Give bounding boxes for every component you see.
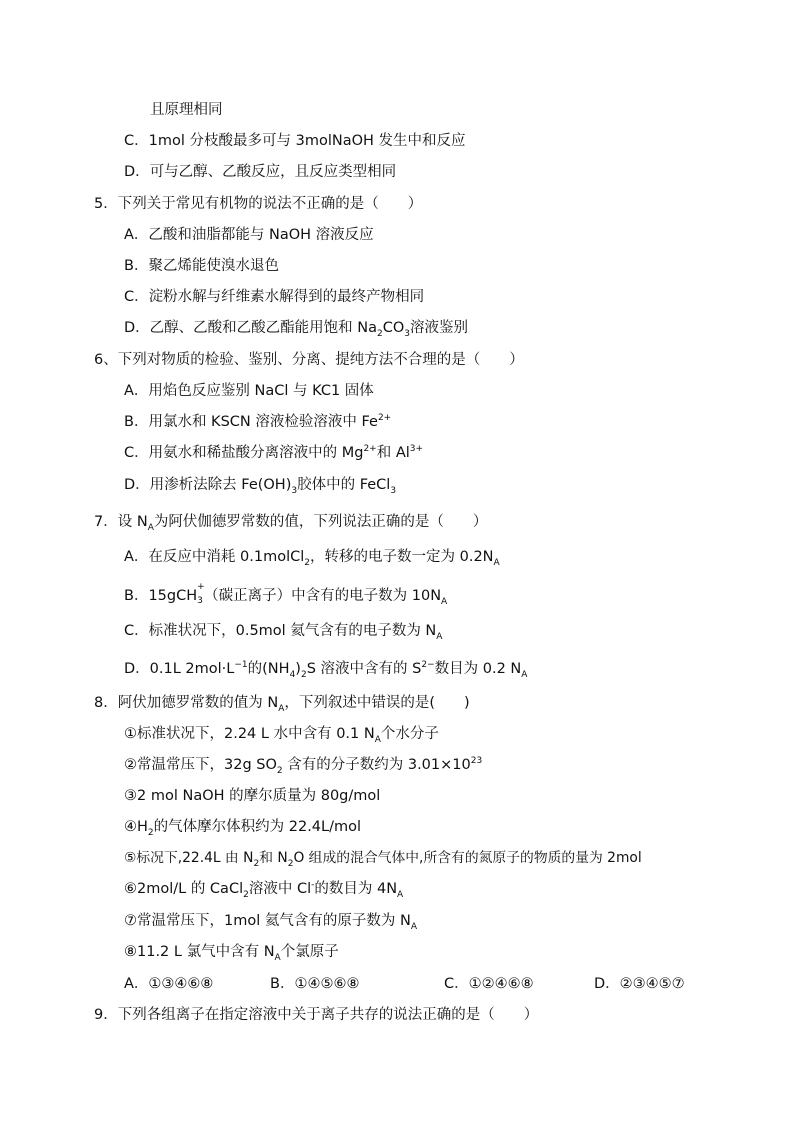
q8-option-d: D．②③④⑤⑦ bbox=[594, 976, 685, 992]
subscript: A bbox=[274, 952, 281, 963]
q4-option-c: C．1mol 分枝酸最多可与 3molNaOH 发生中和反应 bbox=[124, 133, 466, 149]
subscript: A bbox=[436, 631, 443, 642]
q6-option-a: A．用焰色反应鉴别 NaCl 与 KC1 固体 bbox=[124, 383, 374, 399]
text-fragment: ⑥2mol/L 的 CaCl bbox=[124, 881, 244, 897]
q8-item-2 bbox=[124, 755, 482, 775]
q8-item-8 bbox=[124, 942, 339, 962]
subscript: 2 bbox=[147, 827, 154, 838]
subscript: A bbox=[521, 669, 528, 680]
q6-option-b bbox=[124, 412, 391, 432]
text-fragment: ⑤标况下,22.4L 由 N bbox=[124, 850, 254, 866]
text-fragment: B．用氯水和 KSCN 溶液检验溶液中 Fe bbox=[124, 414, 378, 430]
q7-option-c bbox=[124, 621, 442, 641]
subscript: 2 bbox=[304, 557, 310, 568]
text-fragment: ②常温常压下，32g SO bbox=[124, 757, 277, 773]
q8-item-6 bbox=[124, 879, 403, 899]
text-fragment: 的(NH bbox=[247, 661, 290, 677]
subscript: 4 bbox=[289, 669, 296, 680]
q8-item-3: ③2 mol NaOH 的摩尔质量为 80g/mol bbox=[124, 788, 381, 804]
q5-option-a: A．乙酸和油脂都能与 NaOH 溶液反应 bbox=[124, 227, 374, 243]
text-fragment: ④H bbox=[124, 819, 148, 835]
subscript: 3 bbox=[291, 485, 298, 496]
q8-stem bbox=[94, 693, 470, 713]
text-fragment: 和 N bbox=[259, 850, 288, 866]
q4-option-d: D．可与乙醇、乙酸反应，且反应类型相同 bbox=[124, 164, 397, 180]
text-fragment: ，下列叙述中错误的是( ) bbox=[284, 695, 470, 711]
text-fragment: 个水分子 bbox=[380, 726, 439, 742]
superscript: 2+ bbox=[363, 444, 377, 455]
text-fragment: D．乙醇、乙酸和乙酸乙酯能用饱和 Na bbox=[124, 320, 378, 336]
superscript: 2− bbox=[421, 660, 435, 671]
subscript: A bbox=[278, 703, 285, 714]
text-fragment: O 组成的混合气体中,所含有的氮原子的物质的量为 2mol bbox=[293, 850, 642, 866]
q6-option-c bbox=[124, 443, 423, 463]
subscript: 2 bbox=[287, 858, 294, 869]
text-fragment: 的气体摩尔体积约为 22.4L/mol bbox=[153, 819, 362, 835]
q7-option-d bbox=[124, 659, 527, 679]
text-fragment: 数目为 0.2 N bbox=[434, 661, 522, 677]
q8-item-5 bbox=[124, 848, 642, 868]
q8-option-b: B．①④⑤⑥⑧ bbox=[270, 976, 360, 992]
q7-stem bbox=[94, 512, 487, 532]
text-fragment: B．15gCH bbox=[124, 588, 198, 604]
text-fragment: ⑧11.2 L 氯气中含有 N bbox=[124, 944, 275, 960]
text-fragment: 胶体中的 FeCl bbox=[297, 477, 391, 493]
subscript: A bbox=[374, 734, 381, 745]
superscript: 23 bbox=[470, 756, 483, 767]
q7-option-b bbox=[124, 582, 448, 607]
subscript: A bbox=[410, 921, 417, 932]
text-fragment: CO bbox=[382, 320, 405, 336]
q4-continuation: 且原理相同 bbox=[150, 102, 223, 118]
q5-option-d bbox=[124, 318, 468, 338]
q8-item-4 bbox=[124, 817, 361, 837]
subscript: A bbox=[441, 596, 448, 607]
subscript: A bbox=[493, 557, 500, 568]
subscript: 2 bbox=[377, 328, 383, 339]
q6-stem: 6、下列对物质的检验、鉴别、分离、提纯方法不合理的是（ ） bbox=[94, 352, 524, 368]
superscript: 2+ bbox=[377, 413, 392, 424]
text-fragment: D．用渗析法除去 Fe(OH) bbox=[124, 477, 292, 493]
subscript: 2 bbox=[276, 765, 283, 776]
text-fragment: 的数目为 4N bbox=[314, 881, 398, 897]
text-fragment: 含有的分子数约为 3.01×10 bbox=[282, 757, 471, 773]
subscript: A bbox=[397, 889, 404, 900]
text-fragment: 溶液鉴别 bbox=[410, 320, 469, 336]
text-fragment: A．在反应中消耗 0.1molCl bbox=[124, 549, 305, 565]
subscript: 3 bbox=[390, 485, 397, 496]
text-fragment: 8．阿伏加德罗常数的值为 N bbox=[94, 695, 279, 711]
superscript: 3+ bbox=[409, 444, 424, 455]
text-fragment: （碳正离子）中含有的电子数为 10N bbox=[204, 588, 442, 604]
text-fragment: ) bbox=[295, 661, 301, 677]
subscript: 3 bbox=[404, 328, 411, 339]
text-fragment: ①标准状况下，2.24 L 水中含有 0.1 N bbox=[124, 726, 375, 742]
text-fragment: ，转移的电子数一定为 0.2N bbox=[310, 549, 494, 565]
text-fragment: S 溶液中含有的 S bbox=[306, 661, 422, 677]
q8-item-7 bbox=[124, 911, 417, 931]
q5-option-c: C．淀粉水解与纤维素水解得到的最终产物相同 bbox=[124, 289, 425, 305]
text-fragment: ⑦常温常压下，1mol 氦气含有的原子数为 N bbox=[124, 913, 411, 929]
superscript: −1 bbox=[234, 660, 248, 671]
text-fragment: D．0.1L 2mol·L bbox=[124, 661, 235, 677]
text-fragment: 溶液中 Cl bbox=[248, 881, 312, 897]
text-fragment: 为阿伏伽德罗常数的值，下列说法正确的是（ ） bbox=[153, 514, 488, 530]
text-fragment: 7．设 N bbox=[94, 514, 148, 530]
text-fragment: 个氯原子 bbox=[280, 944, 339, 960]
q8-option-a: A．①③④⑥⑧ bbox=[124, 976, 214, 992]
q8-option-c: C．①②④⑥⑧ bbox=[444, 976, 534, 992]
q5-option-b: B．聚乙烯能使溴水退色 bbox=[124, 258, 279, 274]
subscript: A bbox=[147, 522, 154, 533]
q8-item-1 bbox=[124, 724, 439, 744]
q5-stem: 5．下列关于常见有机物的说法不正确的是（ ） bbox=[94, 196, 423, 212]
text-fragment: 和 Al bbox=[376, 445, 410, 461]
q6-option-d bbox=[124, 475, 396, 495]
subscript: 2 bbox=[243, 889, 249, 900]
text-fragment: C．标准状况下，0.5mol 氦气含有的电子数为 N bbox=[124, 623, 437, 639]
subscript: 2 bbox=[300, 669, 307, 680]
superscript: - bbox=[311, 880, 315, 891]
q7-option-a bbox=[124, 547, 500, 567]
q9-stem: 9．下列各组离子在指定溶液中关于离子共存的说法正确的是（ ） bbox=[94, 1007, 539, 1023]
charge-stack: + 3 bbox=[197, 582, 205, 606]
text-fragment: C．用氨水和稀盐酸分离溶液中的 Mg bbox=[124, 445, 364, 461]
subscript: 2 bbox=[253, 858, 260, 869]
